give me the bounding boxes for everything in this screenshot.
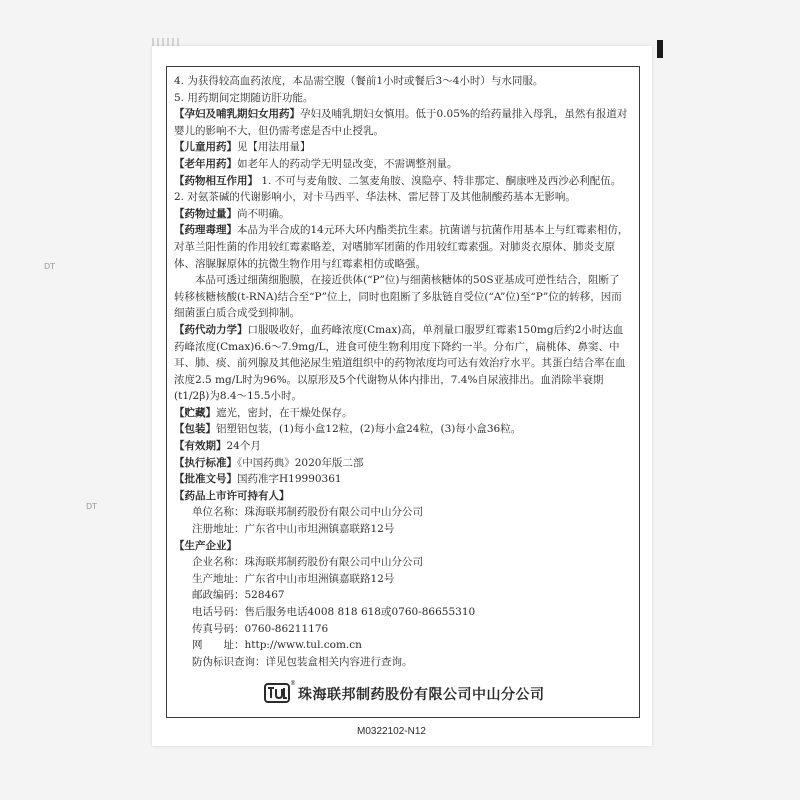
holder-info: [174, 504, 630, 537]
section-label: 【儿童用药】: [174, 141, 237, 154]
leaflet-paragraph: [174, 322, 630, 405]
leaflet-paragraph: [174, 488, 630, 505]
leaflet-paragraph: [174, 455, 630, 472]
leaflet-sheet: [152, 46, 652, 746]
section-text: 孕妇及哺乳期妇女慎用。低于0.05%的给药量排入母乳，虽然有报道对婴儿的影响不大，但仍需考虑是否中止授乳。: [174, 108, 628, 137]
section-text: 国药准字H19990361: [237, 473, 342, 486]
leaflet-paragraph: [174, 73, 630, 90]
manufacturer-line: 生产地址：广东省中山市坦洲镇嘉联路12号: [192, 572, 395, 585]
section-text: 尚不明确。: [237, 207, 290, 220]
scan-edge-artifact: [657, 40, 663, 58]
section-label: 【药品上市许可持有人】: [174, 489, 290, 502]
leaflet-paragraph: [174, 106, 630, 139]
section-text: 本品可透过细菌细胞膜，在接近供体(“P”位)与细菌核糖体的50S亚基成可逆性结合，阻断了转移核糖核酸(t-RNA)结合至“P”位上，同时也阻断了多肽链自受位(“A”位)至“P”位的转移，因而细菌蛋白质合成受到抑制。: [174, 274, 622, 320]
leaflet-paragraph: [174, 189, 630, 206]
section-label: 【贮藏】: [174, 406, 216, 419]
scan-edge-artifact: [152, 38, 182, 46]
section-text: 5. 用药期间定期随访肝功能。: [174, 91, 314, 104]
section-label: 【有效期】: [174, 440, 227, 453]
manufacturer-line: 传真号码：0760-86211176: [192, 622, 329, 635]
leaflet-content: [174, 73, 630, 670]
watermark-left: DT: [44, 262, 56, 271]
manufacturer-line: 电话号码：售后服务电话4008 818 618或0760-86655310: [192, 606, 476, 618]
section-text: 《中国药典》2020年版二部: [237, 456, 364, 469]
leaflet-paragraph: [174, 206, 630, 223]
leaflet-paragraph: [174, 438, 630, 455]
holder-line: 注册地址：广东省中山市坦洲镇嘉联路12号: [192, 523, 395, 536]
leaflet-paragraph: [174, 90, 630, 107]
leaflet-paragraph: [174, 471, 630, 488]
section-label: 【老年用药】: [174, 157, 237, 170]
section-text: 铝塑铝包装，(1)每小盒12粒，(2)每小盒24粒，(3)每小盒36粒。: [216, 423, 522, 436]
registered-mark: ®: [290, 680, 296, 687]
section-text: 遮光，密封，在干燥处保存。: [216, 406, 353, 419]
section-label: 【包装】: [174, 423, 216, 436]
leaflet-lines: [174, 73, 630, 504]
manufacturer-heading: 【生产企业】: [174, 539, 237, 552]
manufacturer-line: 网 址：http://www.tul.com.cn: [192, 639, 362, 652]
leaflet-paragraph: [174, 272, 630, 322]
section-text: 见【用法用量】: [237, 141, 311, 154]
section-text: 1. 不可与麦角胺、二氢麦角胺、溴隐亭、特非那定、酮康唑及西沙必利配伍。: [258, 174, 622, 187]
section-text: 本品为半合成的14元环大环内酯类抗生素。抗菌谱与抗菌作用基本上与红霉素相仿，对革兰阳性菌的作用较红霉素略差，对嗜肺军团菌的作用较红霉素强。对肺炎衣原体、肺炎支原体、溶脲脲原体的抗微生物作用与红霉素相仿或略强。: [174, 224, 629, 270]
section-label: 【药物相互作用】: [174, 174, 258, 187]
manufacturer-line: 企业名称：珠海联邦制药股份有限公司中山分公司: [192, 556, 423, 569]
section-label: 【批准文号】: [174, 473, 237, 486]
section-text: 如老年人的药动学无明显改变，不需调整剂量。: [237, 157, 458, 170]
section-text: 口服吸收好，血药峰浓度(Cmax)高，单剂量口服罗红霉素150mg后约2小时达血药峰浓度(Cmax)6.6～7.9mg/L，进食可使生物利用度下降约一半。分布广，扁桃体、鼻窦、中耳、肺、痰、前列腺及其他泌尿生殖道组织中的药物浓度均可达有效治疗水平。其蛋白结合率在血浓度2.5 mg/L时为96%。以原形及5个代谢物从体内排出，7.4%自尿液排出。血消除半衰期(t1/2β)为8.4～15.5小时。: [174, 323, 626, 403]
leaflet-code: M0322102-N12: [357, 726, 426, 737]
leaflet-paragraph: [174, 421, 630, 438]
section-label: 【药理毒理】: [174, 224, 237, 237]
section-label: 【孕妇及哺乳期妇女用药】: [174, 108, 300, 121]
manufacturer-line: 邮政编码：528467: [192, 589, 285, 602]
leaflet-paragraph: [174, 173, 630, 190]
section-text: 2. 对氨茶碱的代谢影响小，对卡马西平、华法林、雷尼替丁及其他制酸药基本无影响。: [174, 191, 576, 204]
manufacturer-info: [174, 554, 630, 670]
holder-line: 单位名称：珠海联邦制药股份有限公司中山分公司: [192, 506, 423, 519]
leaflet-paragraph: [174, 405, 630, 422]
leaflet-paragraph: [174, 139, 630, 156]
section-label: 【药代动力学】: [174, 323, 248, 336]
watermark-left-lower: DT: [86, 502, 98, 511]
footer-company-name: 珠海联邦制药股份有限公司中山分公司: [298, 687, 545, 703]
section-text: 4. 为获得较高血药浓度，本品需空腹（餐前1小时或餐后3～4小时）与水同服。: [174, 75, 544, 87]
leaflet-paragraph: [174, 222, 630, 272]
section-label: 【执行标准】: [174, 456, 237, 469]
section-label: 【药物过量】: [174, 207, 237, 220]
company-logo: [264, 683, 290, 703]
section-text: 24个月: [226, 440, 261, 453]
manufacturer-line: 防伪标识查询：详见包装盒相关内容进行查询。: [192, 655, 413, 668]
leaflet-paragraph: [174, 156, 630, 173]
